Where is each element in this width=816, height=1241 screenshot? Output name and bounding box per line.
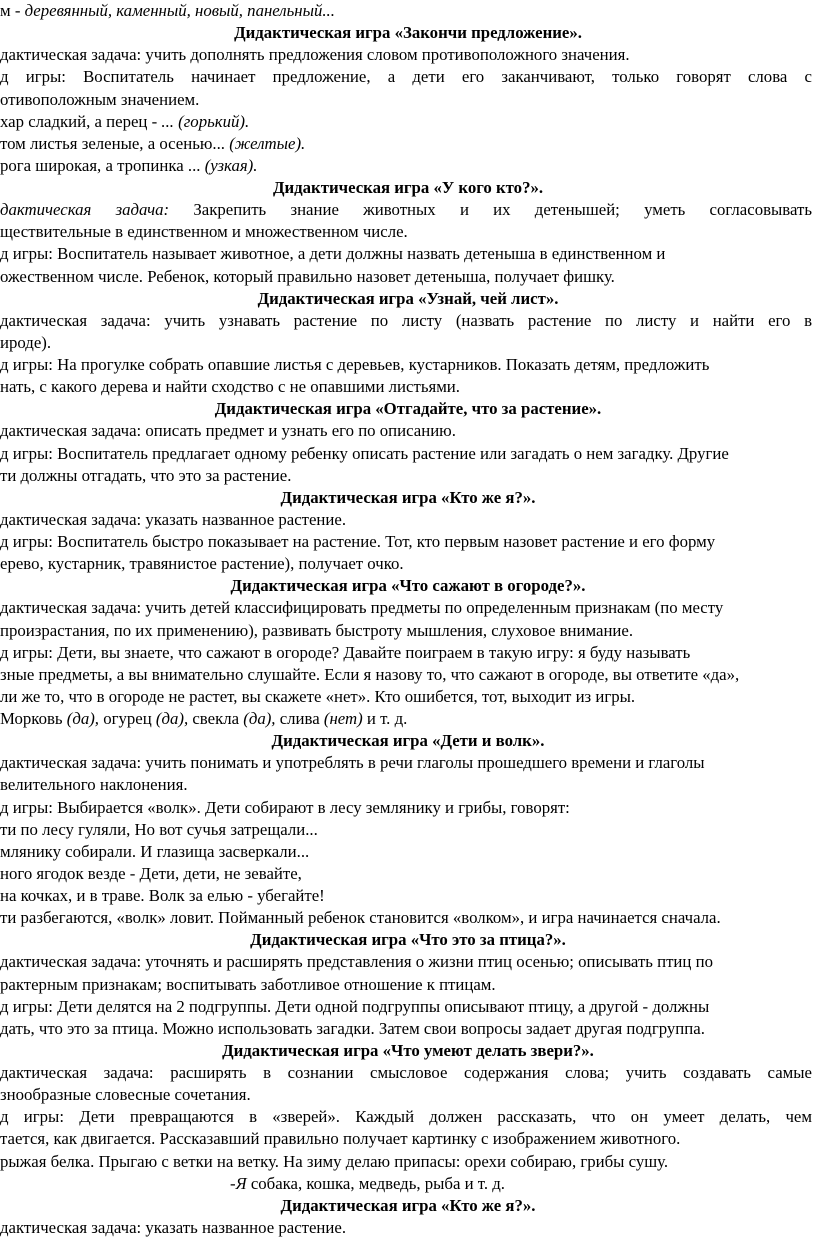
game-title: Дидактическая игра «Что сажают в огороде?». <box>230 576 586 595</box>
body-line: д игры: Выбирается «волк». Дети собирают в лесу землянику и грибы, говорят: <box>0 798 570 817</box>
example-italic: -Я <box>230 1174 247 1193</box>
task-line: дактическая задача: Закрепить знание животных и их детенышей; уметь согласовывать <box>0 200 812 219</box>
body-line: ли же то, что в огороде не растет, вы скажете «нет». Кто ошибется, тот, выходит из игры. <box>0 687 636 706</box>
example-line <box>230 1173 505 1197</box>
body-line: велительного наклонения. <box>0 775 188 794</box>
game-title: Дидактическая игра «Дети и волк». <box>271 731 545 750</box>
body-line: ерево, кустарник, травянистое растение), получает очко. <box>0 554 404 573</box>
task-line: дактическая задача: расширять в сознании смысловое содержания слова; учить создавать самые <box>0 1063 812 1082</box>
game-title: Дидактическая игра «Закончи предложение». <box>234 23 582 42</box>
body-line: нать, с какого дерева и найти сходство с не опавшими листьями. <box>0 377 460 396</box>
task-line: дактическая задача: указать названное растение. <box>0 510 347 529</box>
game-title: Дидактическая игра «Кто же я?». <box>280 1196 536 1215</box>
body-line: рактерным признакам; воспитывать заботливое отношение к птицам. <box>0 975 496 994</box>
example-line: том листья зеленые, а осенью... (желтые). <box>0 134 306 153</box>
intro-line: м - деревянный, каменный, новый, панельный... <box>0 1 335 20</box>
task-line: дактическая задача: указать названное растение. <box>0 1218 347 1237</box>
example-line: рыжая белка. Прыгаю с ветки на ветку. На зиму делаю припасы: орехи собираю, грибы сушу. <box>0 1152 669 1171</box>
body-line: отивоположным значением. <box>0 90 200 109</box>
task-line: дактическая задача: учить дополнять предложения словом противоположного значения. <box>0 45 630 64</box>
game-title: Дидактическая игра «У кого кто?». <box>272 178 544 197</box>
body-line: ироде). <box>0 333 52 352</box>
body-line: д игры: Дети делятся на 2 подгруппы. Дети одной подгруппы описывают птицу, а другой - должны <box>0 997 710 1016</box>
task-line: дактическая задача: учить узнавать растение по листу (назвать растение по листу и найти его в <box>0 311 812 330</box>
poem-line: ного ягодок везде - Дети, дети, не зевайте, <box>0 864 302 883</box>
example-line: хар сладкий, а перец - ... (горький). <box>0 112 250 131</box>
task-line: дактическая задача: описать предмет и узнать его по описанию. <box>0 421 456 440</box>
body-line: д игры: Воспитатель называет животное, а дети должны назвать детеныша в единственном и <box>0 244 666 263</box>
body-line: тается, как двигается. Рассказавший правильно получает картинку с изображением животного. <box>0 1129 681 1148</box>
body-line: д игры: Дети превращаются в «зверей». Каждый должен рассказать, что он умеет делать, чем <box>0 1107 812 1126</box>
poem-line: ти по лесу гуляли, Но вот сучья затрещали... <box>0 820 318 839</box>
poem-line: на кочках, и в траве. Волк за елью - убегайте! <box>0 886 325 905</box>
body-line: ожественном числе. Ребенок, который правильно назовет детеныша, получает фишку. <box>0 267 615 286</box>
game-title: Дидактическая игра «Что это за птица?». <box>250 930 566 949</box>
body-line: д игры: Воспитатель предлагает одному ребенку описать растение или загадать о нем загадку. Другие <box>0 444 729 463</box>
task-line: дактическая задача: уточнять и расширять представления о жизни птиц осенью; описывать птиц по <box>0 952 713 971</box>
body-line: знообразные словесные сочетания. <box>0 1085 251 1104</box>
game-title: Дидактическая игра «Кто же я?». <box>280 488 536 507</box>
body-line: зные предметы, а вы внимательно слушайте. Если я назову то, что сажают в огороде, вы ответите «да», <box>0 665 740 684</box>
body-line: д игры: Дети, вы знаете, что сажают в огороде? Давайте поиграем в такую игру: я буду называть <box>0 643 691 662</box>
example-line: рога широкая, а тропинка ... (узкая). <box>0 156 258 175</box>
body-line: ществительные в единственном и множественном числе. <box>0 222 408 241</box>
game-title: Дидактическая игра «Что умеют делать звери?». <box>222 1041 594 1060</box>
body-line: дать, что это за птица. Можно использовать загадки. Затем свои вопросы задает другая подгруппа. <box>0 1019 705 1038</box>
body-line: произрастания, по их применению), развивать быстроту мышления, слуховое внимание. <box>0 621 634 640</box>
body-line: д игры: Воспитатель начинает предложение, а дети его заканчивают, только говорят слова с <box>0 67 812 86</box>
task-line: дактическая задача: учить понимать и употреблять в речи глаголы прошедшего времени и глаголы <box>0 753 705 772</box>
body-line: д игры: Воспитатель быстро показывает на растение. Тот, кто первым назовет растение и его форму <box>0 532 716 551</box>
game-title: Дидактическая игра «Отгадайте, что за растение». <box>214 399 602 418</box>
example-text: собака, кошка, медведь, рыба и т. д. <box>246 1174 505 1193</box>
body-line: д игры: На прогулке собрать опавшие листья с деревьев, кустарников. Показать детям, предложить <box>0 355 710 374</box>
example-line: Морковь (да), огурец (да), свекла (да), слива (нет) и т. д. <box>0 709 408 728</box>
task-line: дактическая задача: учить детей классифицировать предметы по определенным признакам (по месту <box>0 598 724 617</box>
body-line: ти должны отгадать, что это за растение. <box>0 466 292 485</box>
game-title: Дидактическая игра «Узнай, чей лист». <box>257 289 559 308</box>
body-line: ти разбегаются, «волк» ловит. Пойманный ребенок становится «волком», и игра начинается сначала. <box>0 908 721 927</box>
poem-line: млянику собирали. И глазища засверкали... <box>0 842 310 861</box>
